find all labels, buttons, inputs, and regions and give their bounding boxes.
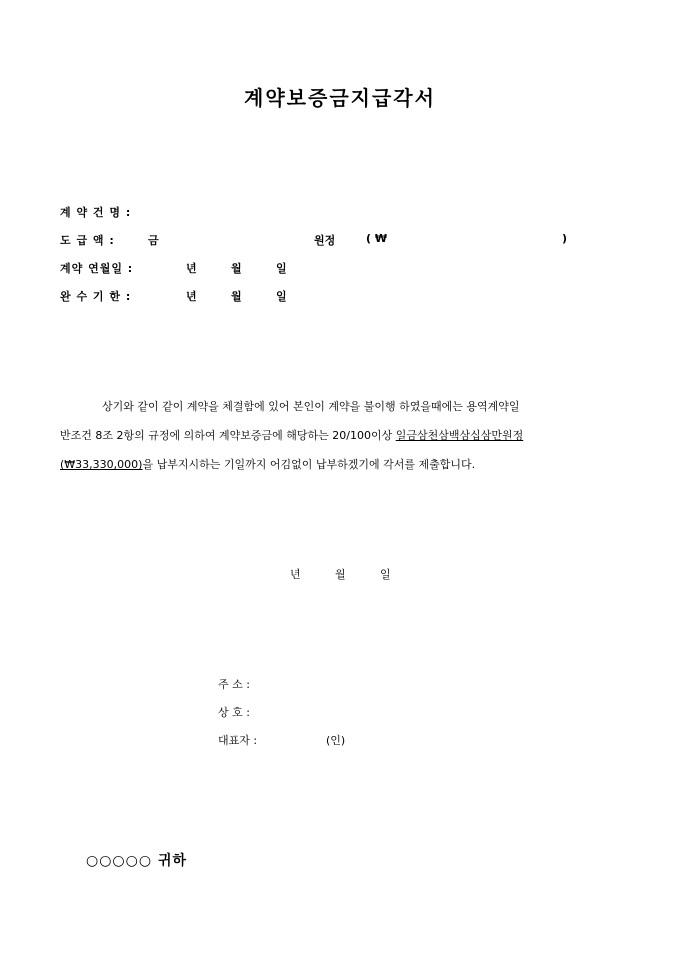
paragraph-line-1: 상기와 같이 같이 계약을 체결함에 있어 본인이 계약을 불이행 하였을때에는 용역계약일 <box>102 400 520 413</box>
submission-month: 월 <box>335 568 346 581</box>
contract-amount-label: 도 급 액 : <box>60 234 115 247</box>
paragraph-line-2-text: 반조건 8조 2항의 규정에 의하여 계약보증금에 해당하는 20/100이상 <box>60 429 396 442</box>
won-close-bracket: ) <box>562 232 568 245</box>
submission-day: 일 <box>380 568 391 581</box>
won-open-bracket: ( ₩ <box>366 232 387 245</box>
contract-date-month: 월 <box>231 262 242 275</box>
contract-date-label: 계약 연월일 : <box>60 262 134 275</box>
company-label: 상 호 : <box>218 706 250 719</box>
contract-date-row <box>60 260 156 276</box>
completion-label: 완 수 기 한 : <box>60 290 132 303</box>
document-title: 계약보증금지급각서 <box>244 86 436 110</box>
contract-name-row <box>60 204 156 220</box>
submission-date <box>290 566 425 582</box>
paragraph-line-3 <box>60 450 630 479</box>
contract-date-day: 일 <box>276 262 287 275</box>
paragraph-line-3-text: 을 납부지시하는 기일까지 어김없이 납부하겠기에 각서를 제출합니다. <box>142 458 476 471</box>
company-row <box>218 704 270 720</box>
contract-amount-prefix: 금 <box>148 234 159 247</box>
addressee: ○○○○○ 귀하 <box>86 853 188 869</box>
completion-month: 월 <box>231 290 242 303</box>
address-row <box>218 676 270 692</box>
amount-in-figures: (₩33,330,000) <box>60 458 143 471</box>
completion-year: 년 <box>186 290 197 303</box>
seal-mark: (인) <box>326 734 346 747</box>
contract-date-ymd <box>186 260 321 276</box>
completion-day: 일 <box>276 290 287 303</box>
amount-in-words: 일금삼천삼백삼십삼만원정 <box>395 429 524 442</box>
submission-year: 년 <box>290 568 301 581</box>
representative-label: 대표자 : <box>218 734 258 747</box>
contract-amount-row <box>60 232 159 248</box>
completion-row <box>60 288 156 304</box>
completion-ymd <box>186 288 321 304</box>
representative-row <box>218 732 345 748</box>
body-paragraph <box>60 392 630 479</box>
contract-name-label: 계 약 건 명 : <box>60 206 132 219</box>
paragraph-line-2 <box>60 421 630 450</box>
contract-date-year: 년 <box>186 262 197 275</box>
address-label: 주 소 : <box>218 678 250 691</box>
contract-amount-unit: 원정 <box>314 234 336 247</box>
